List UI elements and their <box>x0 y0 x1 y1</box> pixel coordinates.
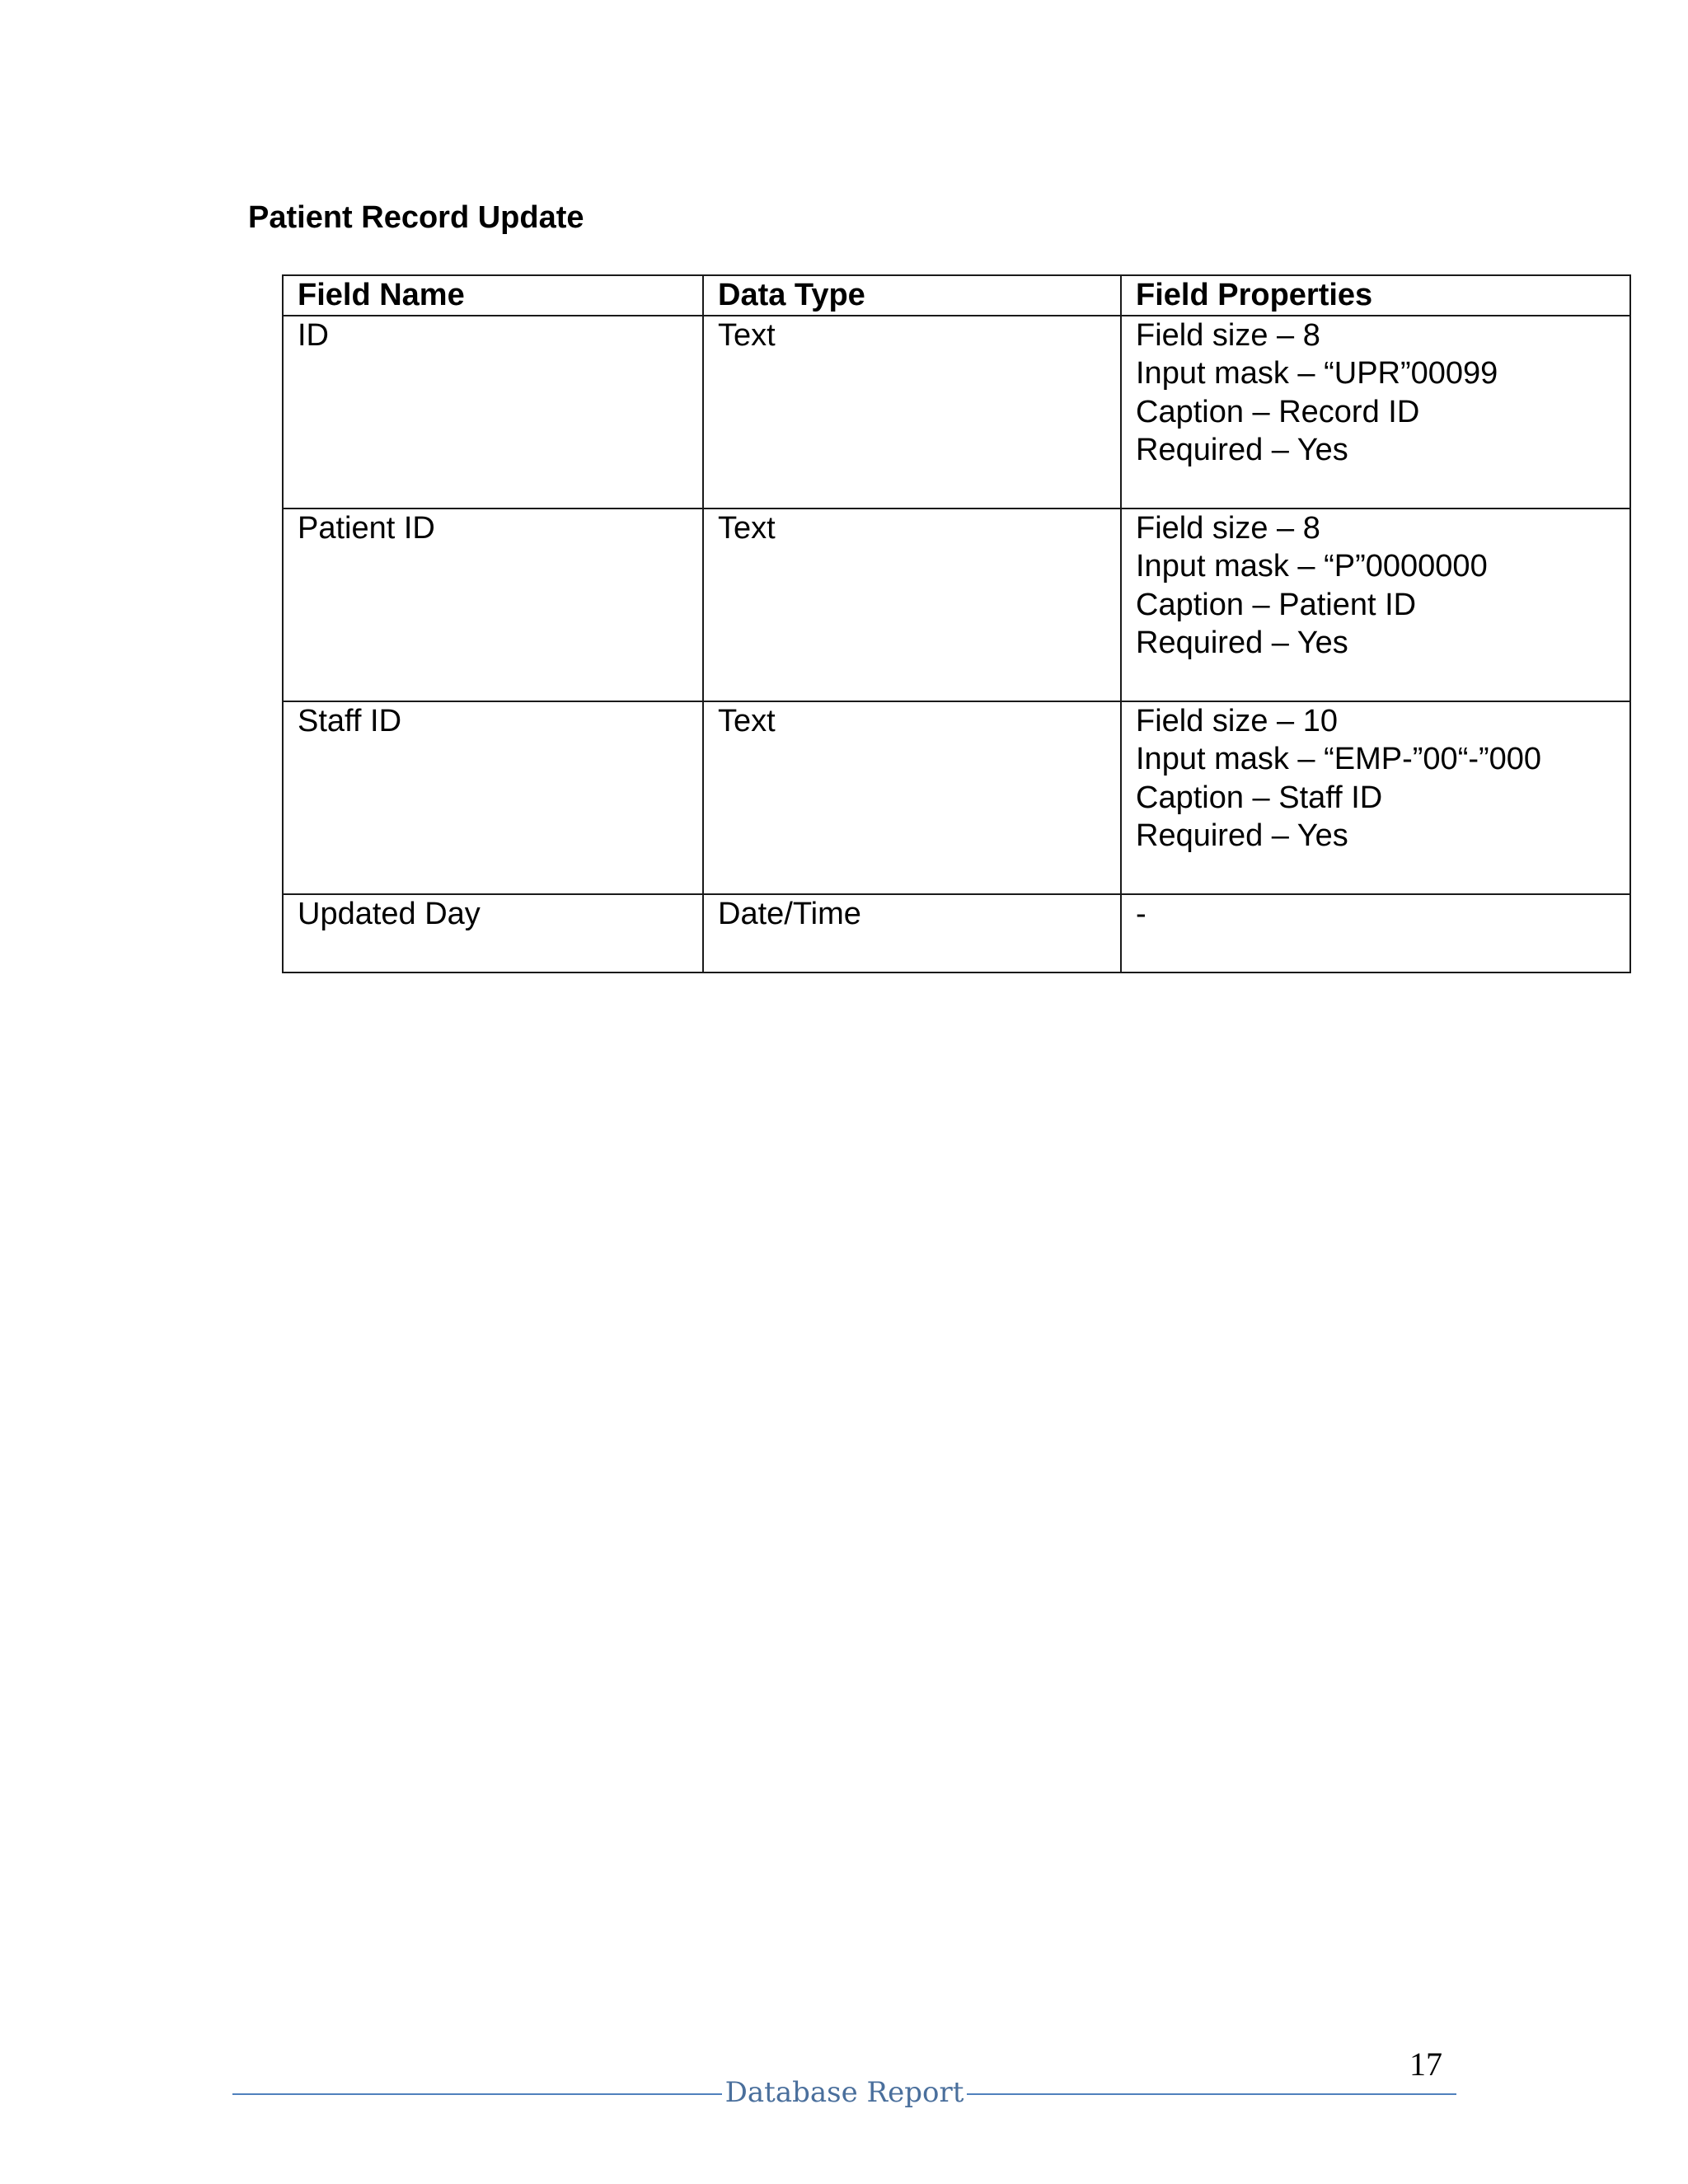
field-properties-cell <box>1121 701 1630 894</box>
property-line: Input mask – “P”0000000 <box>1136 549 1488 583</box>
field-definition-table <box>282 274 1631 973</box>
data-type-cell: Date/Time <box>703 894 1121 972</box>
field-name-cell: ID <box>283 316 703 509</box>
table-row <box>283 509 1630 701</box>
table-row <box>283 701 1630 894</box>
header-field-properties: Field Properties <box>1121 275 1630 316</box>
data-type-cell: Text <box>703 509 1121 701</box>
table-row <box>283 894 1630 972</box>
property-line: Input mask – “EMP-”00“-”000 <box>1136 742 1542 776</box>
field-properties-cell <box>1121 316 1630 509</box>
data-type-cell: Text <box>703 316 1121 509</box>
property-line: - <box>1136 896 1146 931</box>
header-field-name: Field Name <box>283 275 703 316</box>
property-line: Input mask – “UPR”00099 <box>1136 356 1498 391</box>
property-line: Caption – Staff ID <box>1136 780 1383 815</box>
property-line: Field size – 10 <box>1136 703 1339 738</box>
field-properties-cell <box>1121 894 1630 972</box>
property-line: Caption – Record ID <box>1136 394 1420 429</box>
table-header-row <box>283 275 1630 316</box>
property-line: Required – Yes <box>1136 433 1348 467</box>
footer-title: Database Report <box>724 2076 964 2109</box>
field-name-cell: Patient ID <box>283 509 703 701</box>
property-line: Required – Yes <box>1136 626 1348 660</box>
property-line: Field size – 8 <box>1136 510 1320 546</box>
section-title: Patient Record Update <box>248 200 584 235</box>
field-name-cell: Staff ID <box>283 701 703 894</box>
page-number: 17 <box>1409 2046 1442 2083</box>
property-line: Required – Yes <box>1136 818 1348 853</box>
header-data-type: Data Type <box>703 275 1121 316</box>
field-name-cell: Updated Day <box>283 894 703 972</box>
data-type-cell: Text <box>703 701 1121 894</box>
table-row <box>283 316 1630 509</box>
property-line: Field size – 8 <box>1136 317 1320 353</box>
property-line: Caption – Patient ID <box>1136 587 1417 622</box>
footer-rule-left <box>232 2093 722 2095</box>
footer-rule-right <box>967 2093 1456 2095</box>
field-properties-cell <box>1121 509 1630 701</box>
